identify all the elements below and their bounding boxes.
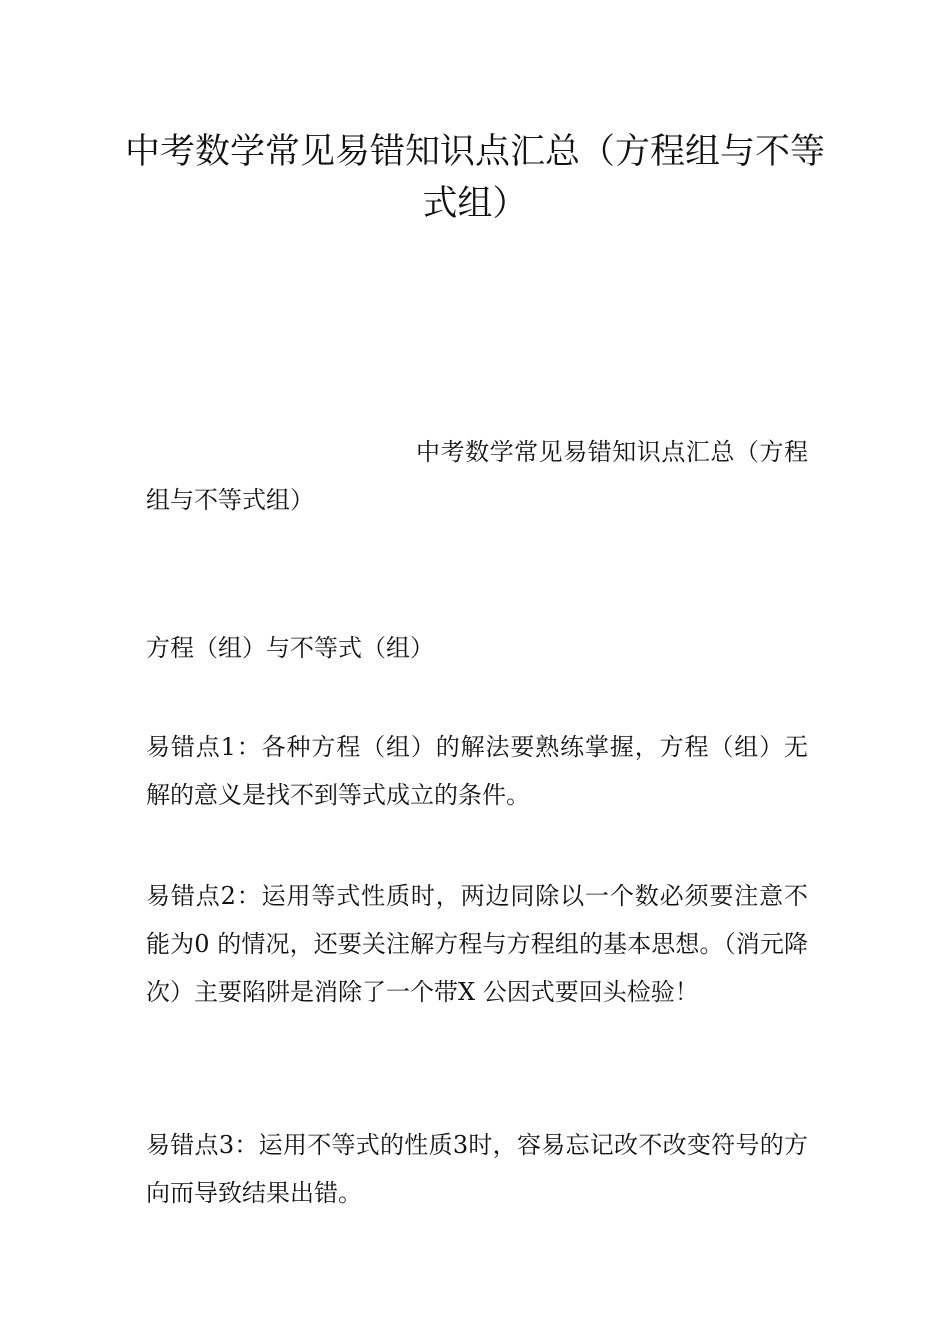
section-heading: 方程（组）与不等式（组） — [146, 634, 434, 662]
error-point-3: 易错点3：运用不等式的性质3时，容易忘记改不改变符号的方向而导致结果出错。 — [146, 1131, 808, 1207]
error-point-2: 易错点2：运用等式性质时，两边同除以一个数必须要注意不能为0 的情况，还要关注解方程与方程组的基本思想。（消元降次）主要陷阱是消除了一个带X 公因式要回头检验！ — [146, 882, 808, 1006]
error-point-1: 易错点1：各种方程（组）的解法要熟练掌握，方程（组）无解的意义是找不到等式成立的条件。 — [146, 733, 808, 809]
document-title: 中考数学常见易错知识点汇总（方程组与不等式组） — [124, 132, 825, 224]
document-subtitle: 中考数学常见易错知识点汇总（方程组与不等式组） — [146, 438, 808, 514]
